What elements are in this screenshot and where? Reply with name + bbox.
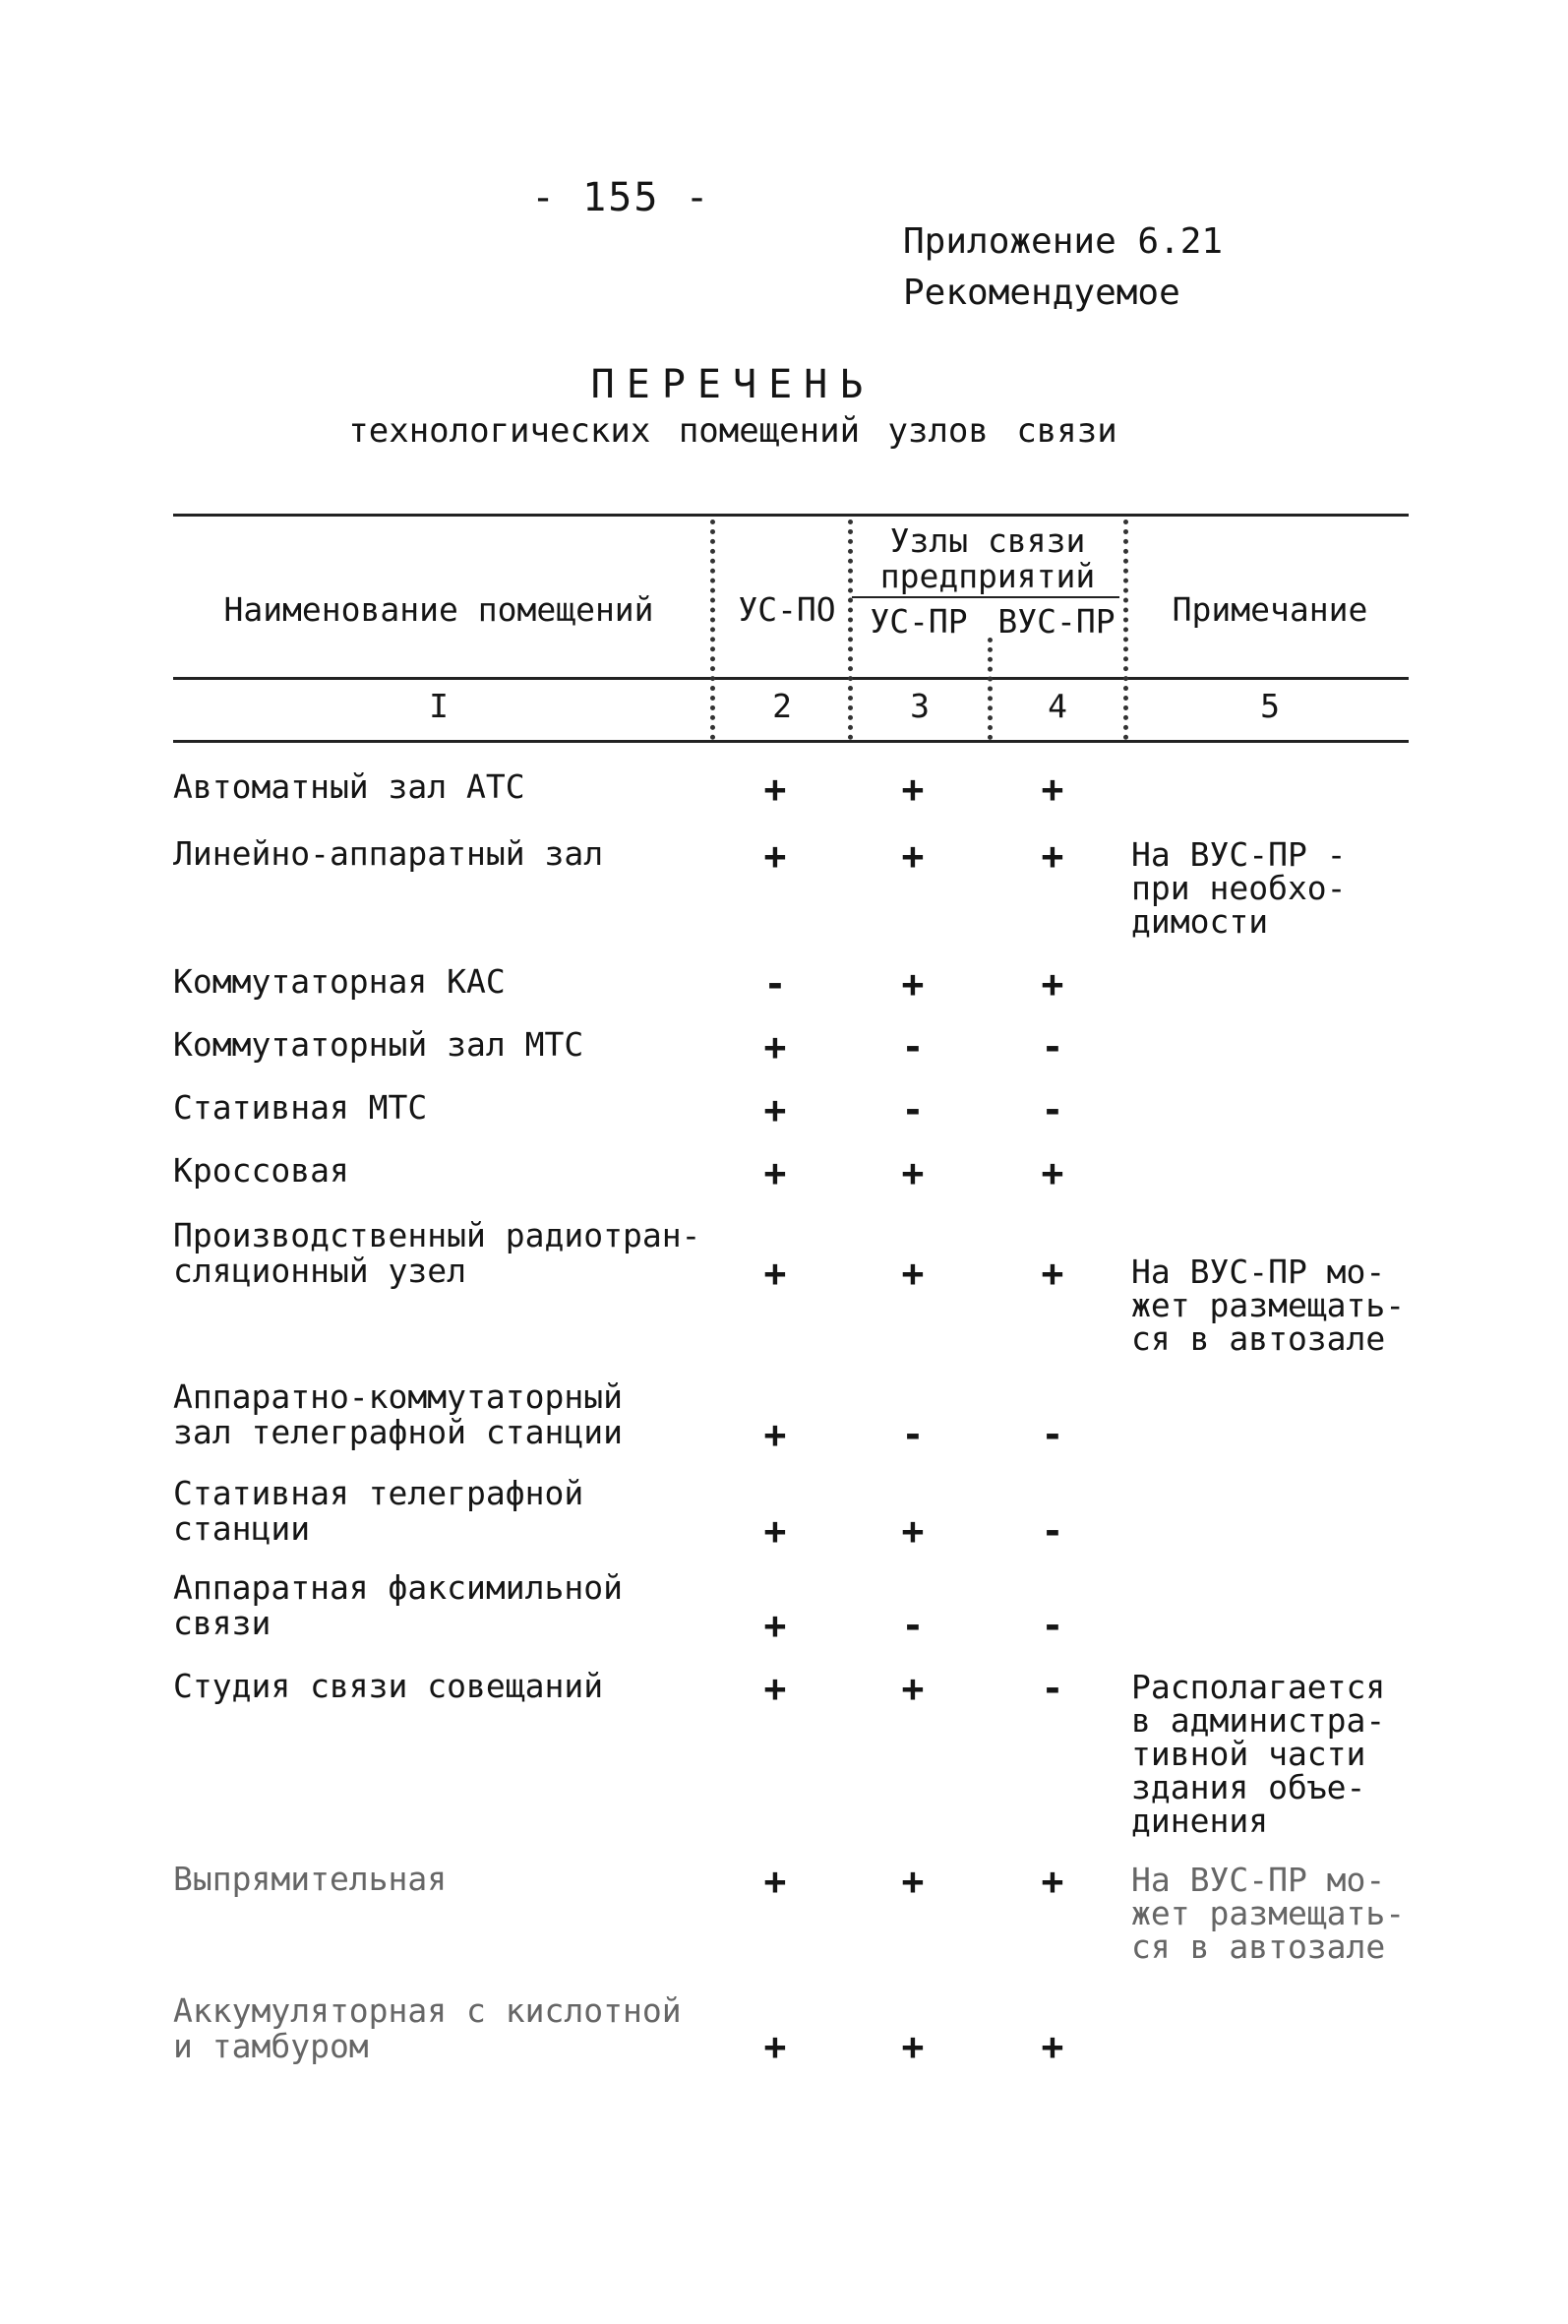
separator-4 (1123, 520, 1128, 740)
document-subtitle: технологических помещений узлов связи (348, 411, 1117, 451)
row-3-name: Коммутаторная КАС (173, 962, 506, 1001)
row-3-c3: + (901, 962, 925, 1006)
row-13-name: Аккумуляторная с кислотной и тамбуром (173, 1991, 682, 2065)
row-11-c2: + (763, 1667, 787, 1710)
row-1-c2: + (763, 767, 787, 811)
colnum-1: I (429, 687, 449, 725)
row-7-c2: + (763, 1252, 787, 1295)
header-vus-pr: ВУС-ПР (997, 602, 1116, 641)
row-6-c3: + (901, 1151, 925, 1194)
row-12-c3: + (901, 1860, 925, 1903)
appendix-label (903, 216, 1223, 319)
page-number: - 155 - (531, 175, 711, 220)
row-7-c4: + (1041, 1252, 1064, 1295)
row-12-c4: + (1041, 1860, 1064, 1903)
row-12-c2: + (763, 1860, 787, 1903)
row-7-name: Производственный радиотран- сляционный узел (173, 1216, 701, 1290)
row-10-name: Аппаратная факсимильной связи (173, 1568, 623, 1642)
header-us-pu: УС-ПО (738, 590, 836, 629)
row-5-c3: - (901, 1088, 925, 1131)
appendix-number: Приложение 6.21 (903, 221, 1224, 262)
colnum-2: 2 (772, 687, 792, 725)
row-7-note: На ВУС-ПР мо- жет размещать- ся в автозале (1131, 1253, 1406, 1358)
separator-1 (710, 520, 715, 740)
row-10-c4: - (1041, 1604, 1064, 1647)
row-10-c2: + (763, 1604, 787, 1647)
row-11-c4: - (1041, 1667, 1064, 1710)
row-10-c3: - (901, 1604, 925, 1647)
row-1-name: Автоматный зал АТС (173, 767, 525, 806)
row-7-c3: + (901, 1252, 925, 1295)
row-9-c2: + (763, 1509, 787, 1553)
header-group (854, 523, 1121, 594)
colnum-bottom-rule (173, 740, 1409, 743)
row-11-note: Располагается в администра- тивной части здания объе- динения (1131, 1668, 1386, 1840)
row-3-c2: - (763, 962, 787, 1006)
row-2-note: На ВУС-ПР - при необхо- димости (1131, 835, 1347, 941)
row-5-name: Стативная МТС (173, 1088, 428, 1127)
row-5-c4: - (1041, 1088, 1064, 1131)
row-2-c3: + (901, 834, 925, 878)
row-2-name: Линейно-аппаратный зал (173, 834, 604, 873)
document-title: ПЕРЕЧЕНЬ (590, 362, 875, 407)
row-4-c2: + (763, 1025, 787, 1069)
row-12-name: Выпрямительная (173, 1860, 448, 1898)
row-6-name: Кроссовая (173, 1151, 349, 1190)
row-8-c3: - (901, 1413, 925, 1456)
row-2-c4: + (1041, 834, 1064, 878)
row-4-c4: - (1041, 1025, 1064, 1069)
appendix-status: Рекомендуемое (903, 273, 1180, 313)
row-8-c2: + (763, 1413, 787, 1456)
table-top-rule (173, 514, 1409, 517)
separator-2 (848, 520, 853, 740)
row-11-c3: + (901, 1667, 925, 1710)
group-underline (852, 596, 1119, 598)
row-9-c4: - (1041, 1509, 1064, 1553)
row-9-name: Стативная телеграфной станции (173, 1474, 584, 1548)
row-1-c4: + (1041, 767, 1064, 811)
colnum-5: 5 (1260, 687, 1280, 725)
row-3-c4: + (1041, 962, 1064, 1006)
row-13-c4: + (1041, 2025, 1064, 2068)
row-6-c2: + (763, 1151, 787, 1194)
row-13-c3: + (901, 2025, 925, 2068)
row-4-name: Коммутаторный зал МТС (173, 1025, 584, 1064)
row-8-c4: - (1041, 1413, 1064, 1456)
row-11-name: Студия связи совещаний (173, 1667, 604, 1705)
row-8-name: Аппаратно-коммутаторный зал телеграфной станции (173, 1377, 623, 1451)
header-note: Примечание (1172, 590, 1368, 629)
header-group-label: Узлы связи предприятий (879, 521, 1096, 595)
row-1-c3: + (901, 767, 925, 811)
colnum-3: 3 (910, 687, 930, 725)
row-4-c3: - (901, 1025, 925, 1069)
row-5-c2: + (763, 1088, 787, 1131)
row-12-note: На ВУС-ПР мо- жет размещать- ся в автозале (1131, 1861, 1406, 1966)
row-6-c4: + (1041, 1151, 1064, 1194)
header-us-pr: УС-ПР (870, 602, 968, 641)
header-name: Наименование помещений (223, 590, 654, 629)
row-9-c3: + (901, 1509, 925, 1553)
row-13-c2: + (763, 2025, 787, 2068)
row-2-c2: + (763, 834, 787, 878)
header-bottom-rule (173, 677, 1409, 680)
colnum-4: 4 (1048, 687, 1067, 725)
